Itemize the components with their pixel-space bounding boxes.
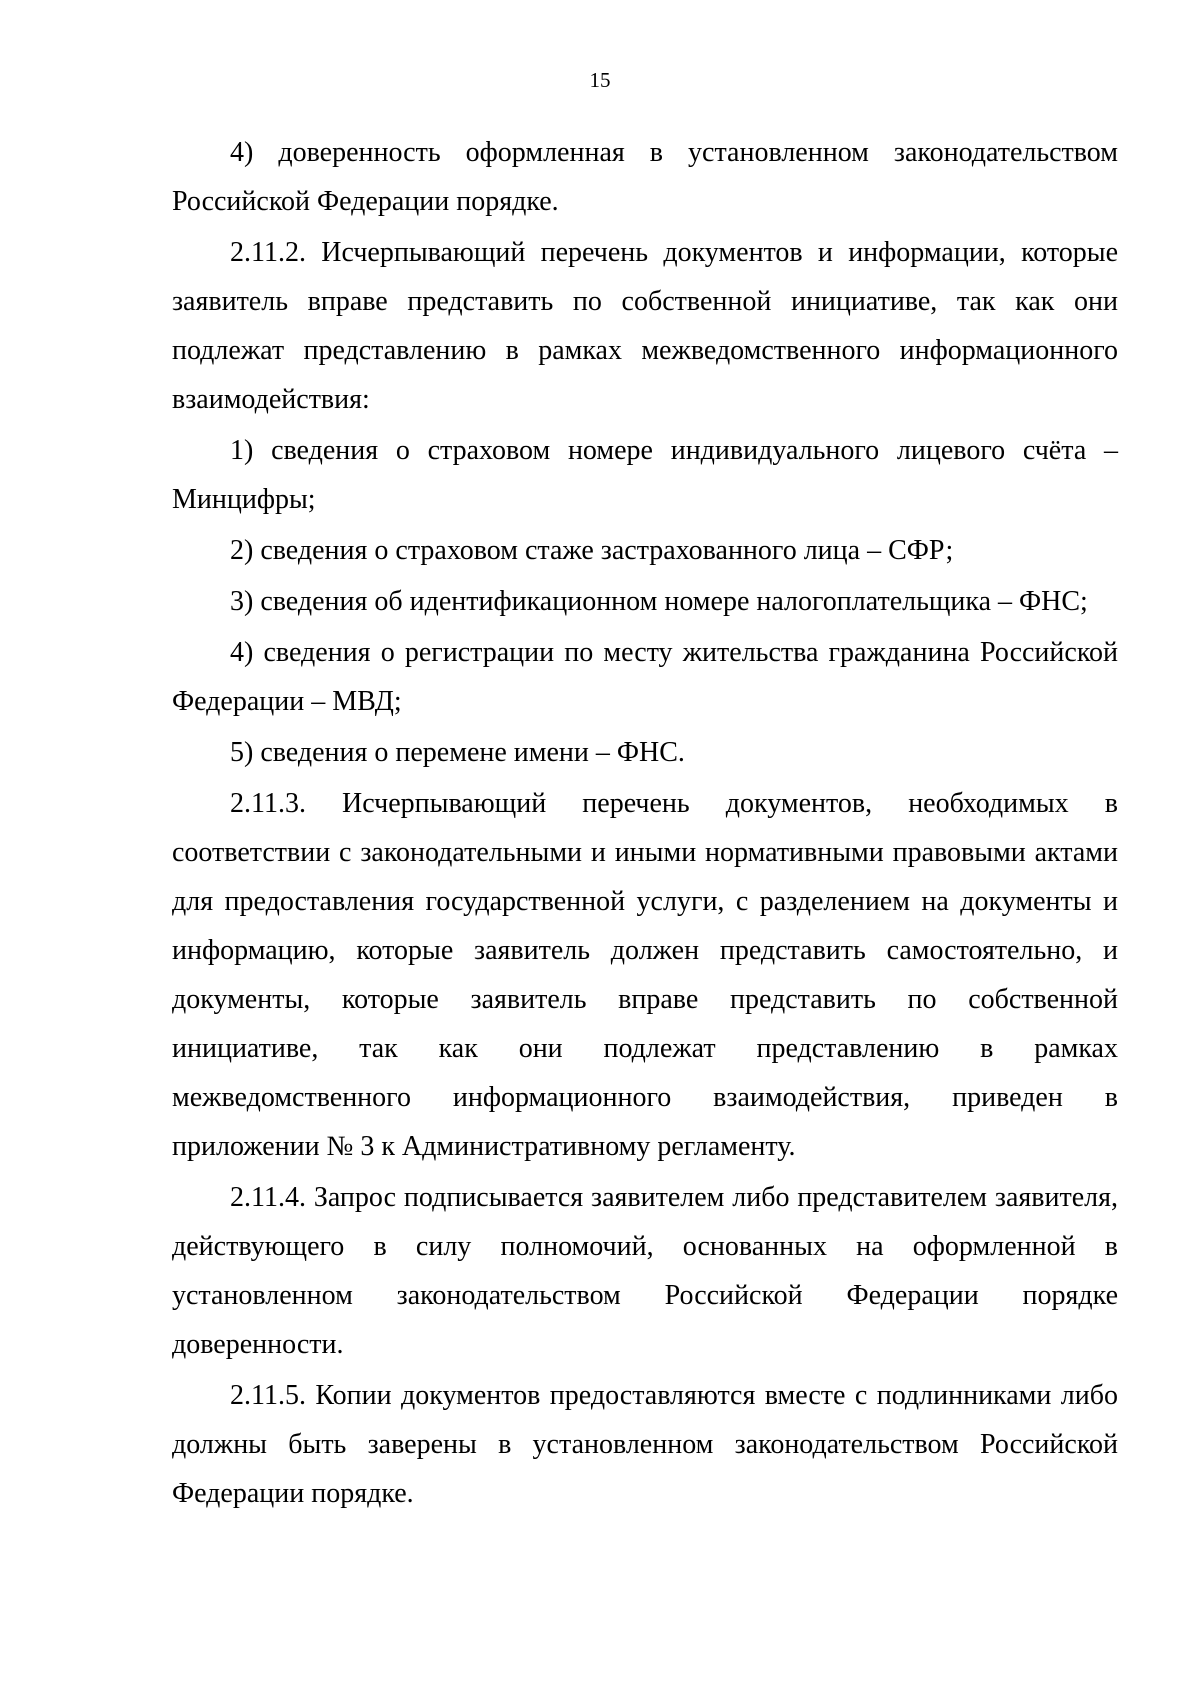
paragraph-2-11-5: 2.11.5. Копии документов предоставляются вместе с подлинниками либо должны быть заверены в установленном законодательством Российской Федерации порядке. bbox=[172, 1380, 1118, 1509]
paragraph-2-11-4: 2.11.4. Запрос подписывается заявителем либо представителем заявителя, действующего в силу полномочий, основанных на оформленной в установленном законодательством Российской Федерации порядке доверенности. bbox=[172, 1182, 1118, 1360]
list-item-taxpayer-id: 3) сведения об идентификационном номере налогоплательщика – ФНС; bbox=[230, 586, 1088, 617]
page-number: 15 bbox=[589, 68, 611, 92]
paragraph-2-11-3: 2.11.3. Исчерпывающий перечень документов, необходимых в соответствии с законодательными и иными нормативными правовыми актами для предоставления государственной услуги, с разделением на документы и информацию, которые заявитель должен представить самостоятельно, и документы, которые заявитель вправе представить по собственной инициативе, так как они подлежат представлению в рамках межведомственного информационного взаимодействия, приведен в приложении № 3 к Административному регламенту. bbox=[172, 788, 1118, 1162]
paragraph-power-of-attorney: 4) доверенность оформленная в установленном законодательством Российской Федерации порядке. bbox=[172, 137, 1118, 217]
paragraph-2-11-2: 2.11.2. Исчерпывающий перечень документов и информации, которые заявитель вправе представить по собственной инициативе, так как они подлежат представлению в рамках межведомственного информационного взаимодействия: bbox=[172, 237, 1118, 415]
list-item-name-change: 5) сведения о перемене имени – ФНС. bbox=[230, 737, 685, 768]
list-item-insurance-number: 1) сведения о страховом номере индивидуального лицевого счёта – Минцифры; bbox=[172, 435, 1118, 515]
list-item-insurance-record: 2) сведения о страховом стаже застрахованного лица – СФР; bbox=[230, 535, 954, 566]
document-body bbox=[172, 128, 1118, 1520]
list-item-registration: 4) сведения о регистрации по месту жительства гражданина Российской Федерации – МВД; bbox=[172, 637, 1118, 717]
